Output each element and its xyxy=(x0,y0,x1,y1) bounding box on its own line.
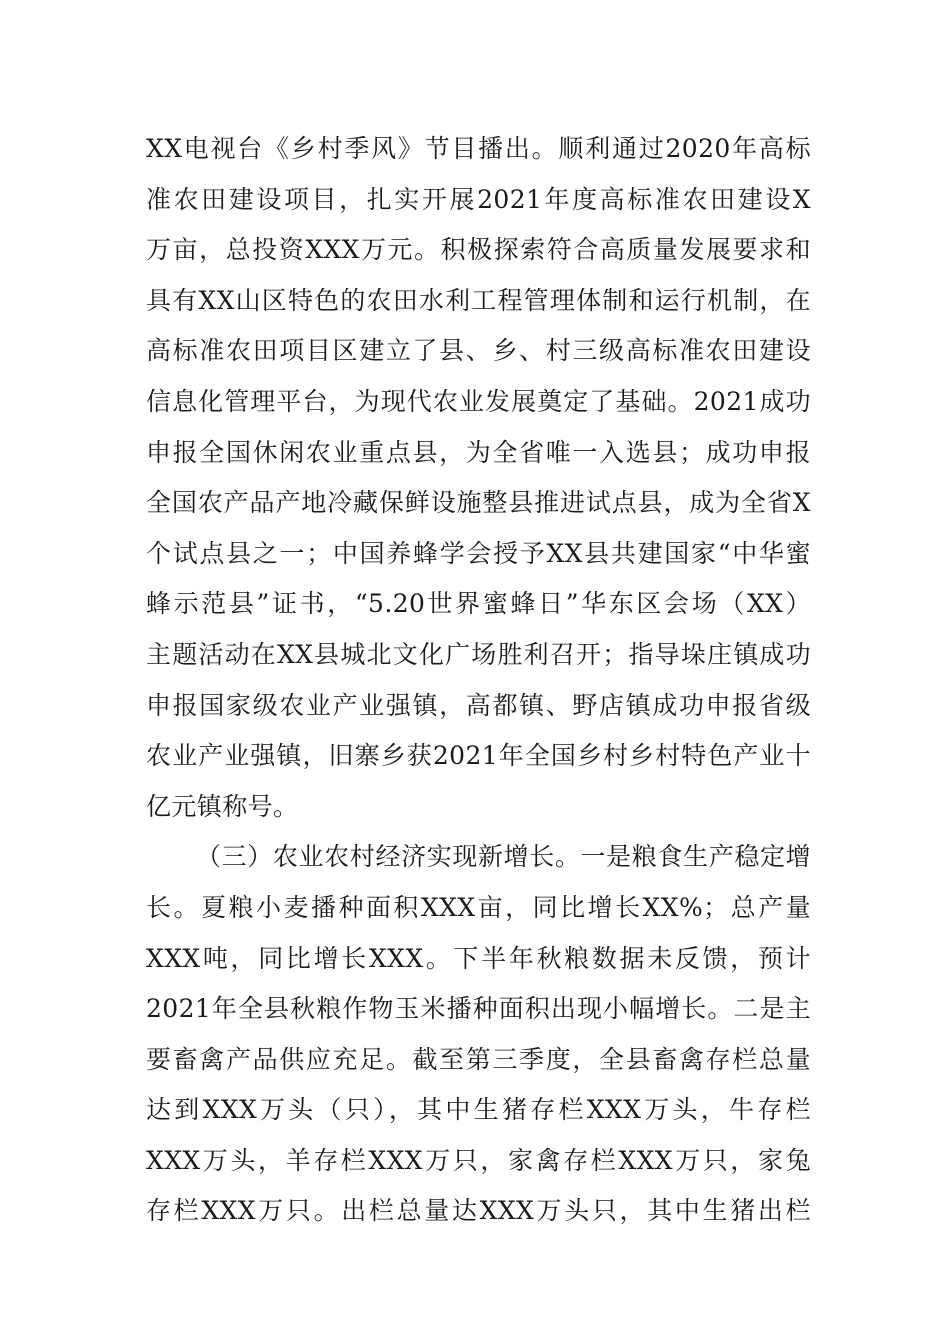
text-line: 全国农产品产地冷藏保鲜设施整县推进试点县，成为全省X xyxy=(146,488,811,518)
text-line: 准农田建设项目，扎实开展2021年度高标准农田建设X xyxy=(146,184,811,214)
text-line: XXX吨，同比增长XXX。下半年秋粮数据未反馈，预计 xyxy=(146,943,811,973)
paragraph-1 xyxy=(146,124,811,832)
text-line: 存栏XXX万只。出栏总量达XXX万头只，其中生猪出栏 xyxy=(146,1196,811,1226)
text-line: 2021年全县秋粮作物玉米播种面积出现小幅增长。二是主 xyxy=(146,994,811,1024)
text-line: 个试点县之一；中国养蜂学会授予XX县共建国家“中华蜜 xyxy=(146,538,811,568)
section-heading-line: （三）农业农村经济实现新增长。一是粮食生产稳定增 xyxy=(196,842,811,872)
text-line: 申报国家级农业产业强镇，高都镇、野店镇成功申报省级 xyxy=(146,690,811,720)
text-line: XX电视台《乡村季风》节目播出。顺利通过2020年高标 xyxy=(146,134,811,163)
text-line: 信息化管理平台，为现代农业发展奠定了基础。2021成功 xyxy=(146,386,811,416)
text-line: 主题活动在XX县城北文化广场胜利召开；指导垛庄镇成功 xyxy=(146,639,811,669)
text-line: 万亩，总投资XXX万元。积极探索符合高质量发展要求和 xyxy=(146,235,811,265)
text-line: 长。夏粮小麦播种面积XXX亩，同比增长XX%；总产量 xyxy=(146,892,811,922)
text-line: 蜂示范县”证书，“5.20世界蜜蜂日”华东区会场（XX） xyxy=(146,589,811,619)
text-line: 达到XXX万头（只），其中生猪存栏XXX万头，牛存栏 xyxy=(146,1095,811,1125)
text-line: 要畜禽产品供应充足。截至第三季度，全县畜禽存栏总量 xyxy=(146,1044,811,1074)
text-line: 亿元镇称号。 xyxy=(146,791,299,821)
text-line: XXX万头，羊存栏XXX万只，家禽存栏XXX万只，家兔 xyxy=(146,1145,811,1175)
text-line: 高标准农田项目区建立了县、乡、村三级高标准农田建设 xyxy=(146,336,811,366)
text-line: 农业产业强镇，旧寨乡获2021年全国乡村乡村特色产业十 xyxy=(146,741,811,771)
text-line: 申报全国休闲农业重点县，为全省唯一入选县；成功申报 xyxy=(146,437,811,467)
paragraph-2 xyxy=(146,832,811,1237)
text-line: 具有XX山区特色的农田水利工程管理体制和运行机制，在 xyxy=(146,285,811,315)
document-body xyxy=(146,124,811,1237)
